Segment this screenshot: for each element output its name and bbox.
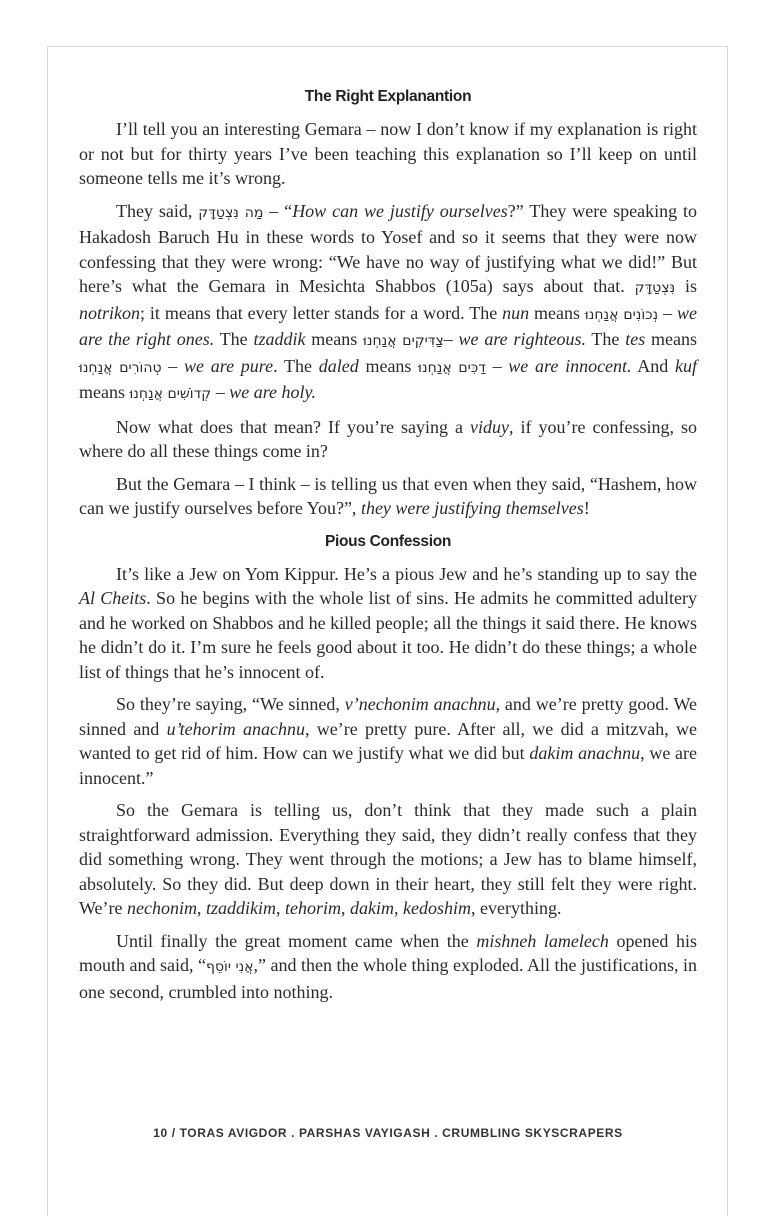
text-run: means: [358, 355, 419, 376]
text-run: is: [675, 276, 697, 296]
page-footer: 10 / TORAS AVIGDOR . PARSHAS VAYIGASH . CRUMBLING SKYSCRAPERS: [153, 1126, 623, 1140]
text-run: ,: [394, 898, 403, 918]
text-run: , we are innocent.”: [79, 743, 697, 788]
text-run: ,: [197, 898, 206, 918]
text-run: The: [585, 329, 626, 349]
text-run: –: [211, 382, 230, 402]
text-run: . So he begins with the whole list of sins. He admits he committed adultery and he worked on Shabbos and he killed people; all the things it said there. He knows he didn’t do it. I’m sure he feels good about it too. He didn’t do these things; a whole list of things that he’s innocent of.: [79, 588, 698, 682]
italic-text: Al Cheits: [79, 588, 147, 608]
text-run: , everything.: [470, 898, 562, 918]
hebrew-text: אֲנִי יוֹסֵף: [206, 959, 254, 975]
paragraph: [79, 692, 697, 790]
text-run: !: [583, 498, 590, 518]
paragraph: [79, 472, 697, 521]
text-run: Until finally the great moment came when the: [116, 930, 477, 951]
hebrew-text: נְכוֹנִים אֲנַחְנוּ: [584, 306, 659, 323]
italic-text: tzaddik: [253, 329, 306, 349]
paragraph: [79, 798, 697, 921]
section-heading: Pious Confession: [324, 532, 452, 550]
text-run: –: [161, 355, 185, 376]
italic-text: kedoshim: [403, 898, 471, 918]
paragraph: [79, 562, 697, 685]
italic-text: nun: [502, 302, 530, 323]
hebrew-text: צַדִּיקִים אֲנַחְנוּ: [363, 333, 444, 349]
italic-text: notrikon: [79, 302, 140, 323]
text-run: It’s like a Jew on Yom Kippur. He’s a pious Jew and he’s standing up to say the: [116, 563, 697, 584]
text-run: So they’re saying, “We sinned,: [116, 694, 345, 714]
italic-text: nechonim: [127, 898, 197, 918]
italic-text: dakim: [350, 898, 394, 918]
italic-text: they were justifying themselves: [360, 498, 584, 518]
italic-text: tes: [625, 329, 646, 349]
text-run: But the Gemara – I think – is telling us that even when they said, “Hashem, how can we justify ourselves before You?”,: [79, 473, 697, 518]
italic-text: tzaddikim: [206, 898, 276, 918]
text-run: They said,: [116, 200, 199, 221]
italic-text: viduy: [470, 416, 509, 437]
paragraph: [79, 117, 697, 191]
italic-text: dakim anachnu: [529, 743, 641, 763]
text-run: means: [645, 329, 697, 349]
hebrew-text: טְהוֹרִים אֲנַחְנוּ: [79, 359, 162, 376]
text-run: – “: [263, 200, 293, 221]
italic-text: daled: [318, 355, 359, 376]
italic-text: kuf: [675, 355, 697, 376]
text-run: ,: [341, 898, 350, 918]
text-run: , we’re pretty pure. After all, we did a mitzvah, we wanted to get rid of him. How can we justify what we did but: [79, 718, 698, 763]
italic-text: u’tehorim anachnu: [166, 718, 305, 739]
text-run: –: [658, 302, 677, 323]
text-run: I’ll tell you an interesting Gemara – now I don’t know if my explanation is right or not but for thirty years I’ve been teaching this explanation so I’ll keep on until someone tells me it’s wrong.: [79, 119, 697, 188]
text-run: means: [79, 382, 130, 402]
italic-text: we are holy.: [229, 382, 317, 402]
italic-text: we are pure: [184, 355, 274, 376]
paragraph: [79, 199, 697, 407]
text-run: –: [485, 355, 509, 376]
paragraph: [79, 415, 697, 464]
text-run: . The: [273, 355, 319, 376]
text-run: –: [443, 329, 459, 349]
italic-text: tehorim: [285, 898, 341, 918]
italic-text: we are innocent.: [508, 355, 632, 376]
hebrew-text: נִּצְטַדָּק: [634, 280, 676, 296]
text-run: And: [631, 355, 675, 376]
article-body: [79, 86, 697, 1012]
italic-text: How can we justify ourselves: [292, 200, 508, 221]
text-run: ?” They were speaking to Hakadosh Baruch Hu in these words to Yosef and so it seems that they were now confessing that they were wrong: “We have no way of justifying what we did!” But here’s what the Gemara in Mesichta Shabbos (105a) says about that.: [79, 200, 697, 296]
text-run: ,: [276, 898, 285, 918]
paragraph: [79, 929, 697, 1005]
text-run: ,” and then the whole thing exploded. All the justifications, in one second, crumbled into nothing.: [79, 955, 698, 1002]
italic-text: we are the right ones.: [79, 302, 697, 349]
hebrew-text: קְדוֹשִׁים אֲנַחְנוּ: [129, 386, 212, 402]
hebrew-text: מַה נִּצְטַדָּק: [198, 204, 264, 221]
text-run: means: [305, 329, 364, 349]
text-run: So the Gemara is telling us, don’t think that they made such a plain straightforward admission. Everything they said, they didn’t really confess that they did something wrong. They went through the motions; a Jew has to blame himself, absolutely. So they did. But deep down in their heart, they still felt they were right. We’re: [79, 800, 697, 918]
italic-text: mishneh lamelech: [476, 930, 609, 951]
section-heading: The Right Explanantion: [304, 88, 472, 105]
text-run: opened his mouth and said, “: [79, 930, 697, 975]
italic-text: v’nechonim anachnu: [344, 694, 496, 714]
hebrew-text: דַכִּים אֲנַחְנוּ: [418, 359, 486, 376]
text-run: means: [529, 302, 585, 323]
italic-text: we are righteous.: [458, 329, 586, 349]
text-run: , if you’re confessing, so where do all these things come in?: [79, 416, 697, 461]
text-run: Now what does that mean? If you’re saying a: [116, 416, 470, 437]
text-run: , and we’re pretty good. We sinned and: [79, 694, 697, 739]
text-run: ; it means that every letter stands for a word. The: [140, 302, 503, 323]
text-run: The: [214, 329, 254, 349]
